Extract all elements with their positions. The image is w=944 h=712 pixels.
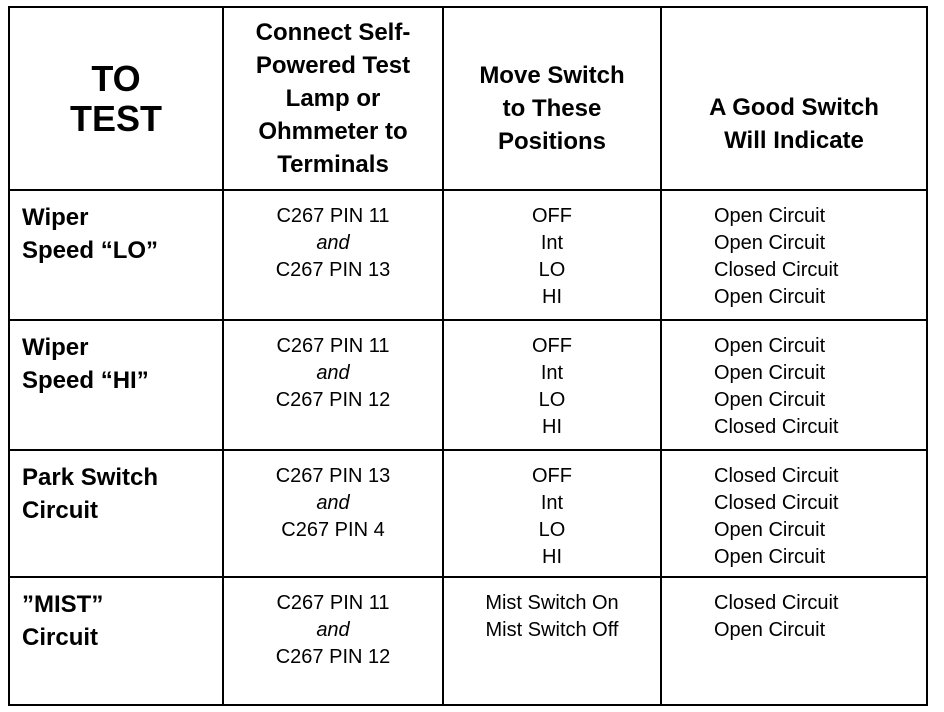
header-line: Connect Self- bbox=[255, 19, 411, 46]
terminal-connector: and bbox=[316, 232, 350, 254]
header-line: TO bbox=[91, 57, 141, 99]
terminal-text: C267 PIN 11 bbox=[276, 205, 390, 227]
terminal-text: C267 PIN 11 bbox=[276, 592, 390, 614]
indication-text: Open Circuit bbox=[714, 286, 826, 308]
row-label-line: Wiper bbox=[22, 204, 89, 231]
indication-text: Open Circuit bbox=[714, 546, 826, 568]
header-line: Move Switch bbox=[479, 62, 625, 89]
row-label-line: Speed “LO” bbox=[22, 237, 159, 264]
row-label-line: Circuit bbox=[22, 497, 99, 524]
indication-text: Open Circuit bbox=[714, 519, 826, 541]
row-label-line: Circuit bbox=[22, 624, 99, 651]
position-text: Int bbox=[540, 362, 564, 384]
position-text: Mist Switch On bbox=[485, 592, 619, 614]
indication-text: Open Circuit bbox=[714, 232, 826, 254]
indication-text: Open Circuit bbox=[714, 335, 826, 357]
indication-text: Open Circuit bbox=[714, 362, 826, 384]
table-row-terminals bbox=[224, 191, 442, 319]
header-line: Will Indicate bbox=[724, 126, 864, 154]
indication-text: Closed Circuit bbox=[714, 259, 839, 281]
switch-test-table bbox=[8, 6, 928, 706]
indication-text: Open Circuit bbox=[714, 205, 826, 227]
row-label-line: Wiper bbox=[22, 334, 89, 361]
position-text: HI bbox=[542, 546, 562, 568]
header-line: Positions bbox=[497, 128, 606, 155]
position-text: OFF bbox=[532, 335, 572, 357]
indication-text: Closed Circuit bbox=[714, 592, 839, 614]
position-text: OFF bbox=[532, 465, 572, 487]
table-row-positions bbox=[444, 578, 660, 704]
table-row-positions bbox=[444, 321, 660, 449]
terminal-text: C267 PIN 12 bbox=[275, 389, 391, 411]
position-text: OFF bbox=[532, 205, 572, 227]
table-row-indications bbox=[662, 578, 926, 704]
header-line: A Good Switch bbox=[709, 93, 879, 121]
indication-text: Open Circuit bbox=[714, 389, 826, 411]
header-connect-terminals bbox=[224, 8, 442, 189]
table-row-label bbox=[10, 578, 222, 704]
position-text: HI bbox=[542, 286, 562, 308]
terminal-text: C267 PIN 11 bbox=[276, 335, 390, 357]
position-text: Int bbox=[540, 232, 564, 254]
position-text: LO bbox=[538, 259, 566, 281]
terminal-text: C267 PIN 13 bbox=[275, 259, 391, 281]
indication-text: Open Circuit bbox=[714, 619, 826, 641]
header-line: Terminals bbox=[277, 151, 389, 178]
table-row-terminals bbox=[224, 451, 442, 576]
header-line: Powered Test bbox=[255, 52, 411, 79]
table-row-label bbox=[10, 191, 222, 319]
row-label-line: Speed “HI” bbox=[22, 367, 149, 394]
header-to-test bbox=[10, 8, 222, 189]
table-row-indications bbox=[662, 191, 926, 319]
row-label-line: Park Switch bbox=[22, 464, 159, 491]
terminal-connector: and bbox=[316, 619, 350, 641]
table-row-label bbox=[10, 321, 222, 449]
terminal-connector: and bbox=[316, 362, 350, 384]
table-row-positions bbox=[444, 451, 660, 576]
position-text: LO bbox=[538, 519, 566, 541]
table-row-indications bbox=[662, 321, 926, 449]
position-text: Mist Switch Off bbox=[485, 619, 619, 641]
table-row-terminals bbox=[224, 321, 442, 449]
header-line: Ohmmeter to bbox=[258, 118, 408, 145]
indication-text: Closed Circuit bbox=[714, 492, 839, 514]
table-row-label bbox=[10, 451, 222, 576]
header-line: Lamp or bbox=[285, 85, 381, 112]
terminal-connector: and bbox=[316, 492, 350, 514]
indication-text: Closed Circuit bbox=[714, 465, 839, 487]
table-row-indications bbox=[662, 451, 926, 576]
position-text: HI bbox=[542, 416, 562, 438]
header-line: TEST bbox=[69, 97, 162, 139]
position-text: Int bbox=[540, 492, 564, 514]
header-move-switch bbox=[444, 8, 660, 189]
header-line: to These bbox=[502, 95, 602, 122]
table-row-terminals bbox=[224, 578, 442, 704]
indication-text: Closed Circuit bbox=[714, 416, 839, 438]
row-label-line: ”MIST” bbox=[22, 591, 104, 618]
terminal-text: C267 PIN 13 bbox=[275, 465, 391, 487]
terminal-text: C267 PIN 12 bbox=[275, 646, 391, 668]
position-text: LO bbox=[538, 389, 566, 411]
terminal-text: C267 PIN 4 bbox=[281, 519, 385, 541]
header-good-switch bbox=[662, 8, 926, 189]
table-row-positions bbox=[444, 191, 660, 319]
